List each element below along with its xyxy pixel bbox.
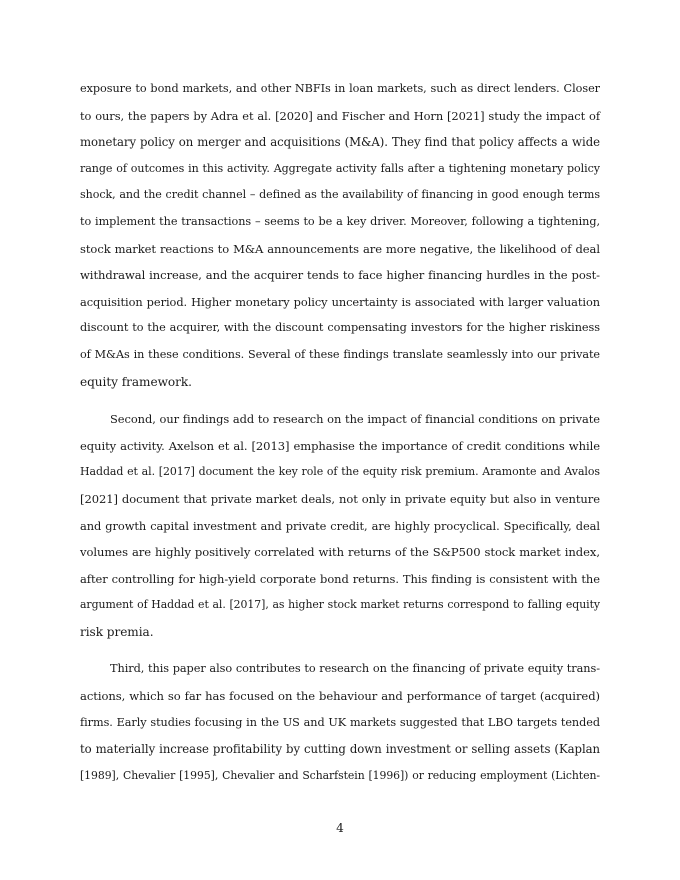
text-line: actions, which so far has focused on the behaviour and performance of target (acquired)	[80, 689, 600, 704]
text-line: [1989], Chevalier [1995], Chevalier and Scharfstein [1996]) or reducing employment (Lichten-	[80, 768, 600, 782]
text-line: firms. Early studies focusing in the US and UK markets suggested that LBO targets tended	[80, 715, 600, 729]
paragraph-2	[80, 406, 600, 645]
text-line: exposure to bond markets, and other NBFIs in loan markets, such as direct lenders. Closer	[80, 82, 600, 95]
page-number: 4	[336, 821, 344, 835]
text-line: and growth capital investment and private credit, are highly procyclical. Specifically, deal	[80, 518, 600, 533]
text-line: monetary policy on merger and acquisitions (M&A). They find that policy affects a wide	[80, 135, 600, 150]
text-line: to materially increase profitability by cutting down investment or selling assets (Kaplan	[80, 742, 600, 757]
text-line: to ours, the papers by Adra et al. [2020] and Fischer and Horn [2021] study the impact of	[80, 108, 600, 123]
text-line: stock market reactions to M&A announcements are more negative, the likelihood of deal	[80, 241, 600, 256]
text-line: argument of Haddad et al. [2017], as higher stock market returns correspond to falling equity	[80, 598, 600, 612]
paragraph-1	[80, 76, 600, 395]
text-line: acquisition period. Higher monetary policy uncertainty is associated with larger valuation	[80, 294, 600, 309]
text-line: range of outcomes in this activity. Aggregate activity falls after a tightening monetary policy	[80, 161, 600, 175]
text-line: [2021] document that private market deals, not only in private equity but also in venture	[80, 491, 600, 506]
text-line: Third, this paper also contributes to research on the financing of private equity trans-	[110, 662, 600, 676]
text-line: volumes are highly positively correlated with returns of the S&P500 stock market index,	[80, 545, 600, 560]
text-line: shock, and the credit channel – defined as the availability of financing in good enough terms	[80, 188, 600, 202]
text-line: Haddad et al. [2017] document the key role of the equity risk premium. Aramonte and Avalos	[80, 465, 600, 479]
text-line: discount to the acquirer, with the discount compensating investors for the higher riskiness	[80, 321, 600, 335]
text-line: risk premia.	[80, 624, 154, 639]
text-line: Second, our findings add to research on the impact of financial conditions on private	[110, 412, 600, 427]
text-line: equity framework.	[80, 374, 192, 389]
text-line: of M&As in these conditions. Several of these findings translate seamlessly into our private	[80, 347, 600, 361]
text-line: equity activity. Axelson et al. [2013] emphasise the importance of credit conditions while	[80, 438, 600, 453]
text-line: after controlling for high-yield corporate bond returns. This finding is consistent with the	[80, 571, 600, 586]
text-line: withdrawal increase, and the acquirer tends to face higher financing hurdles in the post-	[80, 268, 600, 283]
text-line: to implement the transactions – seems to be a key driver. Moreover, following a tightening,	[80, 214, 600, 228]
paragraph-3	[80, 656, 600, 789]
body-text	[80, 76, 600, 789]
